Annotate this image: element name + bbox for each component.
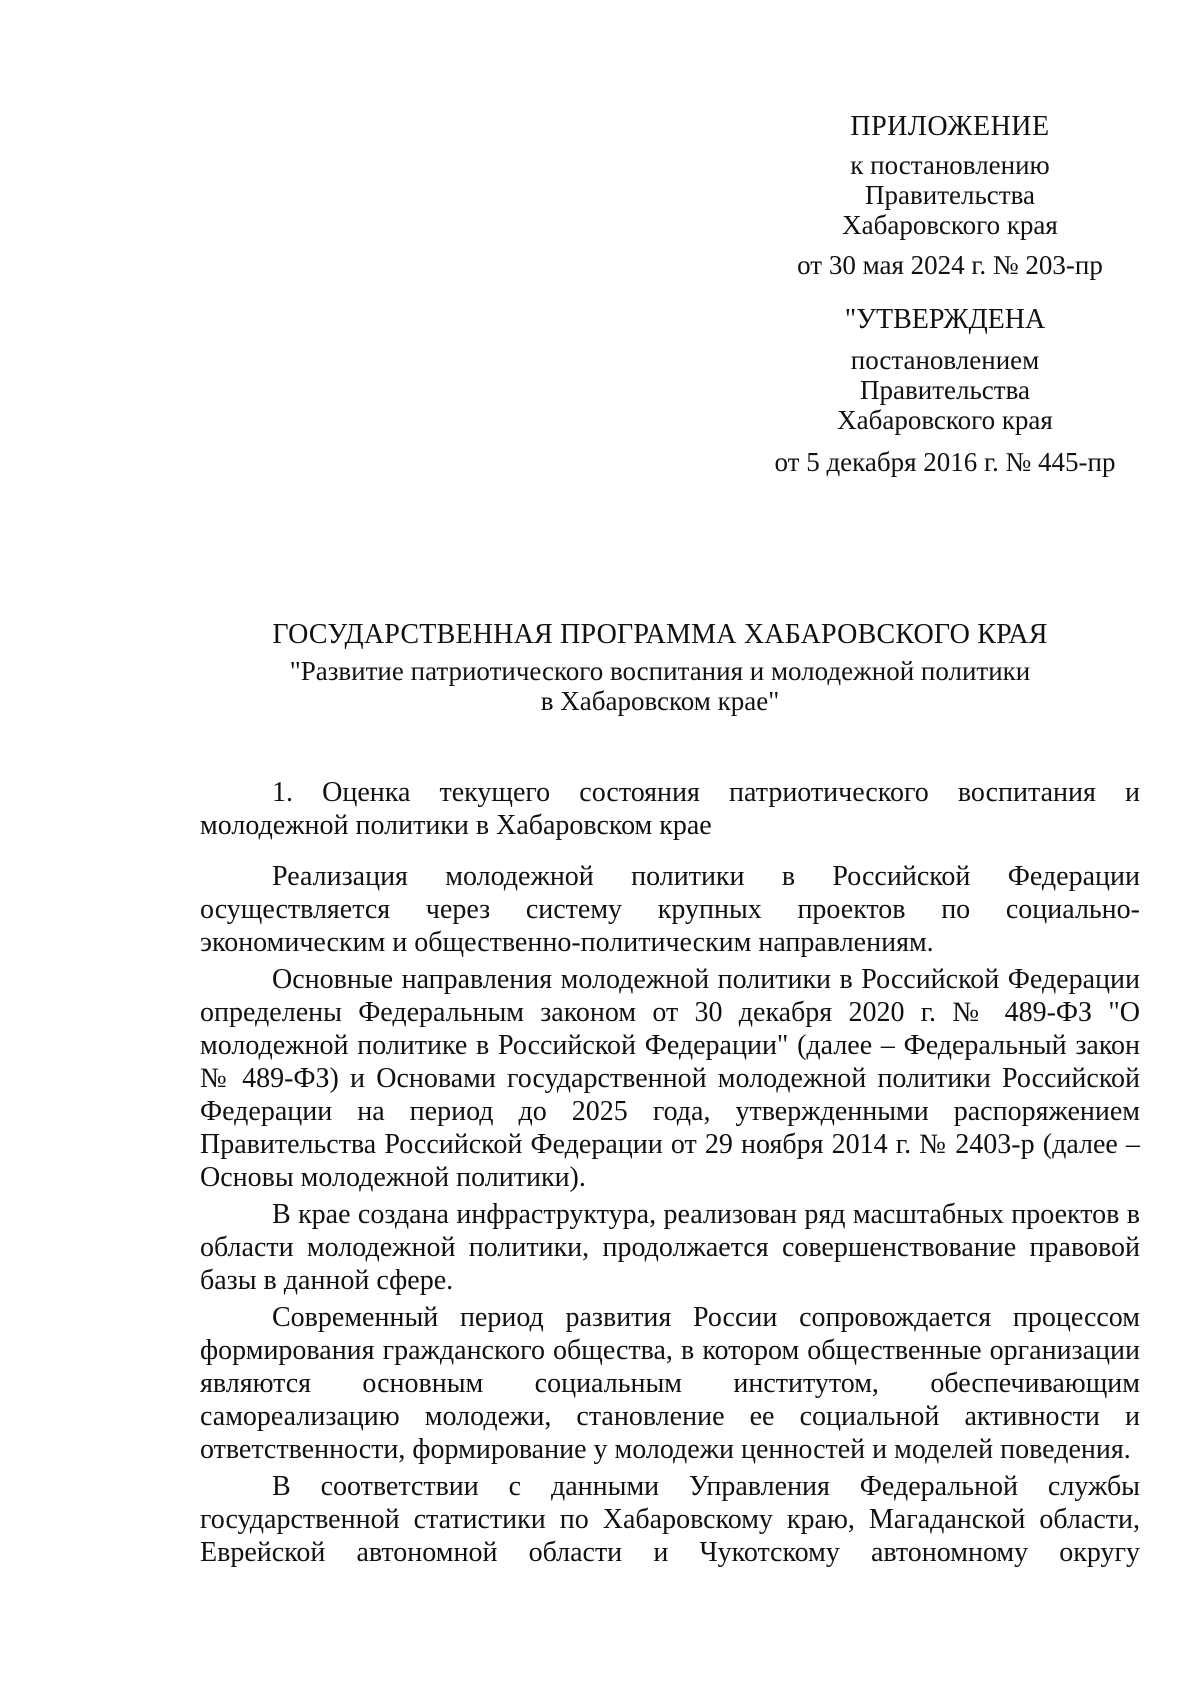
section-heading: 1. Оценка текущего состояния патриотического воспитания и молодежной политики в Хабаровском крае <box>200 777 1140 841</box>
appendix-title: ПРИЛОЖЕНИЕ <box>850 111 1050 142</box>
approved-date: от 5 декабря 2016 г. № 445-пр <box>774 447 1116 477</box>
appendix-block <box>770 112 1130 280</box>
body-paragraph: Современный период развития России сопровождается процессом формирования гражданского общества, в котором общественные организации являются основным социальным институтом, обеспечивающим самореализацию молодежи, становление ее социальной активности и ответственности, формирование у молодежи ценностей и моделей поведения. <box>200 1302 1140 1465</box>
body-paragraph: Реализация молодежной политики в Российской Федерации осуществляется через систему крупных проектов по социально-экономическим и общественно-политическим направлениям. <box>200 861 1140 958</box>
appendix-line: Правительства <box>865 180 1035 210</box>
program-heading: ГОСУДАРСТВЕННАЯ ПРОГРАММА ХАБАРОВСКОГО КРАЯ <box>272 619 1048 650</box>
body-text <box>200 776 1140 1569</box>
program-title-block <box>180 620 1140 716</box>
body-paragraph: В крае создана инфраструктура, реализован ряд масштабных проектов в области молодежной политики, продолжается совершенствование правовой базы в данной сфере. <box>200 1199 1140 1296</box>
appendix-date: от 30 мая 2024 г. № 203-пр <box>797 250 1103 280</box>
body-paragraph: В соответствии с данными Управления Федеральной службы государственной статистики по Хабаровскому краю, Магаданской области, Еврейской автономной области и Чукотскому автономному округу <box>200 1471 1140 1568</box>
approved-line: Правительства <box>860 375 1030 405</box>
approved-block <box>755 305 1135 477</box>
body-paragraph: Основные направления молодежной политики в Российской Федерации определены Федеральным законом от 30 декабря 2020 г. № 489-ФЗ "О молодежной политике в Российской Федерации" (далее – Федеральный закон № 489-ФЗ) и Основами государственной молодежной политики Российской Федерации на период до 2025 года, утвержденными распоряжением Правительства Российской Федерации от 29 ноября 2014 г. № 2403-р (далее – Основы молодежной политики). <box>200 964 1140 1193</box>
appendix-line: к постановлению <box>850 150 1050 180</box>
appendix-line: Хабаровского края <box>842 210 1058 240</box>
approved-line: Хабаровского края <box>837 405 1053 435</box>
approved-title: "УТВЕРЖДЕНА <box>844 304 1046 335</box>
program-subtitle-line: "Развитие патриотического воспитания и молодежной политики <box>289 656 1031 686</box>
program-subtitle-line: в Хабаровском крае" <box>540 686 780 716</box>
approved-line: постановлением <box>850 345 1040 375</box>
